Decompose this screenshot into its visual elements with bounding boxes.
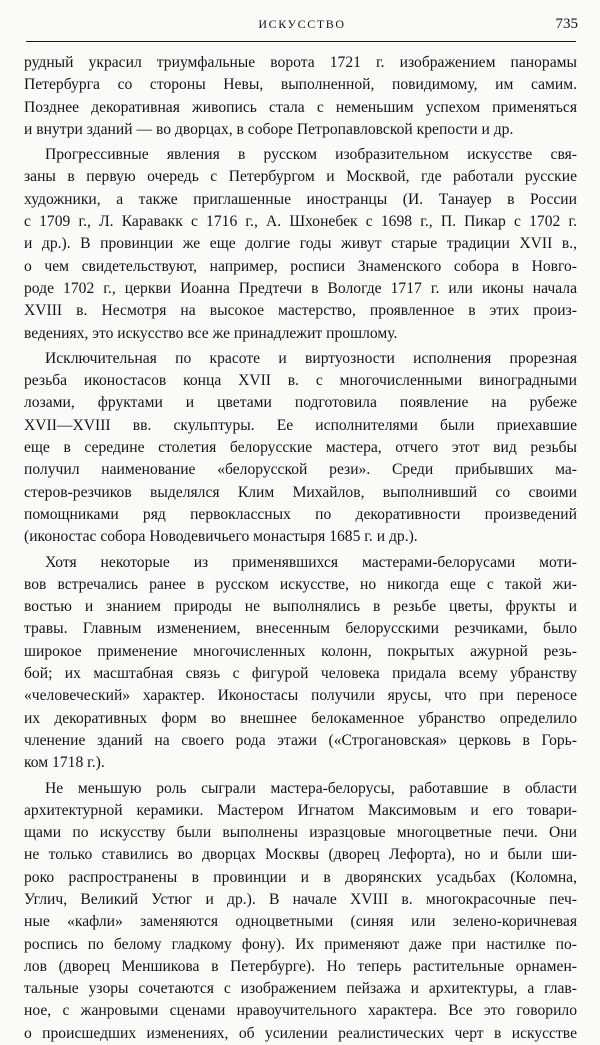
text-line: еще в середине столетия белорусские мастера, отчего этот вид резьбы	[24, 437, 577, 459]
text-line: Позднее декоративная живопись стала с неменьшим успехом применяться	[24, 97, 577, 119]
text-line: не только ставились во дворцах Москвы (дворец Лефорта), но и были ши-	[24, 844, 577, 866]
text-line: вов встречались ранее в русском искусстве, но никогда еще с такой жи-	[24, 574, 577, 596]
paragraph	[24, 552, 577, 775]
text-line: Хотя некоторые из применявшихся мастерами-белорусами моти-	[24, 552, 577, 574]
text-line: травы. Главным изменением, внесенным белорусскими резчиками, было	[24, 618, 577, 640]
text-line: и др.). В провинции же еще долгие годы живут старые традиции XVII в.,	[24, 233, 577, 255]
text-line: роко распространены в провинции и в дворянских усадьбах (Коломна,	[24, 867, 577, 889]
text-line: Петербурга со стороны Невы, выполненной, повидимому, им самим.	[24, 74, 577, 96]
text-line: XVII—XVIII вв. скульптуры. Ее исполнителями были приехавшие	[24, 415, 577, 437]
text-line: лозами, фруктами и цветами подготовила появление на рубеже	[24, 392, 577, 414]
text-line: помощниками ряд первоклассных по декоративности произведений	[24, 504, 577, 526]
text-line: рудный украсил триумфальные ворота 1721 г. изображением панорамы	[24, 52, 577, 74]
text-line: резьба иконостасов конца XVII в. с многочисленными виноградными	[24, 370, 577, 392]
text-line: XVIII в. Несмотря на высокое мастерство, проявленное в этих произ-	[24, 300, 577, 322]
page-header	[26, 16, 578, 38]
paragraph	[24, 52, 577, 141]
text-line: Исключительная по красоте и виртуозности исполнения прорезная	[24, 348, 577, 370]
text-line: (иконостас собора Новодевичьего монастыря 1685 г. и др.).	[24, 526, 577, 548]
text-line: членение зданий на своего рода этажи («Строгановская» церковь в Горь-	[24, 730, 577, 752]
text-line: Не меньшую роль сыграли мастера-белорусы, работавшие в области	[24, 778, 577, 800]
text-line: стеров-резчиков выделялся Клим Михайлов, выполнивший со своими	[24, 482, 577, 504]
running-head: ИСКУССТВО	[26, 17, 578, 32]
text-line: роспись по белому гладкому фону). Их применяют даже при настилке по-	[24, 934, 577, 956]
text-line: архитектурной керамики. Мастером Игнатом Максимовым и его товари-	[24, 800, 577, 822]
text-line: роде 1702 г., церкви Иоанна Предтечи в Вологде 1717 г. или иконы начала	[24, 278, 577, 300]
text-line: бой; их масштабная связь с фигурой человека придала всему убранству	[24, 663, 577, 685]
text-line: с 1709 г., Л. Каравакк с 1716 г., А. Шхонебек с 1698 г., П. Пикар с 1702 г.	[24, 211, 577, 233]
paragraph	[24, 778, 577, 1045]
text-line: о чем свидетельствуют, например, росписи Знаменского собора в Новго-	[24, 256, 577, 278]
page-number: 735	[556, 16, 579, 33]
text-line: ком 1718 г.).	[24, 752, 577, 774]
body-text	[24, 52, 577, 1045]
paragraph	[24, 348, 577, 549]
text-line: тальные узоры сочетаются с изображением пейзажа и архитектуры, а глав-	[24, 978, 577, 1000]
text-line: щами по искусству были выполнены изразцовые многоцветные печи. Они	[24, 822, 577, 844]
text-line: о происшедших изменениях, об усилении реалистических черт в искусстве	[24, 1023, 577, 1045]
text-line: художники, а также приглашенные иностранцы (И. Танауер в России	[24, 189, 577, 211]
text-line: ные «кафли» заменяются одноцветными (синяя или зелено-коричневая	[24, 911, 577, 933]
text-line: широкое применение многочисленных колонн, покрытых ажурной резь-	[24, 641, 577, 663]
text-line: ное, с жанровыми сценами нравоучительного характера. Все это говорило	[24, 1000, 577, 1022]
text-line: Углич, Великий Устюг и др.). В начале XVIII в. многокрасочные печ-	[24, 889, 577, 911]
text-line: заны в первую очередь с Петербургом и Москвой, где работали русские	[24, 166, 577, 188]
text-line: их декоративных форм во внешнее белокаменное убранство определило	[24, 708, 577, 730]
text-line: востью и знанием природы не выполнялись в резьбе цветы, фрукты и	[24, 596, 577, 618]
text-line: лов (дворец Меншикова в Петербурге). Но теперь растительные орнамен-	[24, 956, 577, 978]
text-line: Прогрессивные явления в русском изобразительном искусстве свя-	[24, 144, 577, 166]
text-line: «человеческий» характер. Иконостасы получили ярусы, что при переносе	[24, 685, 577, 707]
paragraph	[24, 144, 577, 345]
text-line: получил наименование «белорусской рези». Среди прибывших ма-	[24, 459, 577, 481]
text-line: и внутри зданий — во дворцах, в соборе Петропавловской крепости и др.	[24, 119, 577, 141]
header-rule	[26, 41, 576, 42]
text-line: ведениях, это искусство все же принадлежит прошлому.	[24, 323, 577, 345]
